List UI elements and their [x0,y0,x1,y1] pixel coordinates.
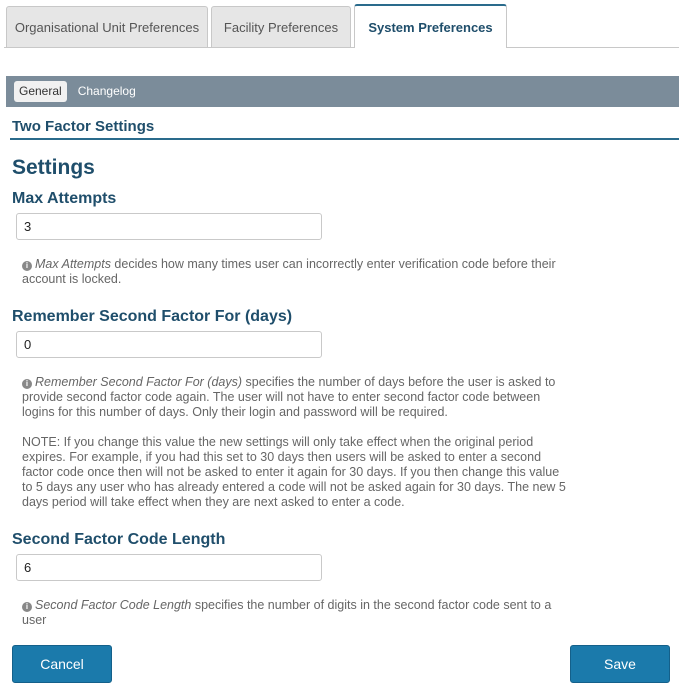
info-circle-icon: i [22,379,32,389]
tab-facility-preferences[interactable]: Facility Preferences [211,6,351,47]
max-attempts-label: Max Attempts [12,190,117,207]
tab-system-preferences[interactable]: System Preferences [354,4,507,48]
sub-tab-bar [6,76,679,107]
code-length-help-text: specifies the number of digits in the second factor code sent to a user [22,598,552,627]
remember-days-input[interactable] [16,331,322,358]
info-circle-icon: i [22,261,32,271]
subtab-changelog[interactable]: Changelog [77,84,136,98]
remember-days-help-term: Remember Second Factor For (days) [35,375,243,389]
remember-days-help [22,375,572,420]
tabs-baseline [4,47,679,48]
subtab-general[interactable]: General [14,81,67,102]
save-button[interactable]: Save [570,645,670,683]
max-attempts-help [22,257,572,287]
code-length-help-term: Second Factor Code Length [35,598,192,612]
max-attempts-help-text: decides how many times user can incorrectly enter verification code before their account is locked. [22,257,556,286]
remember-days-help-text: specifies the number of days before the user is asked to provide second factor code again. The user will not have to enter second factor code between logins for this number of days. Only their login and password will be required. [22,375,556,419]
max-attempts-input[interactable] [16,213,322,240]
code-length-label: Second Factor Code Length [12,531,226,548]
tab-organisational-unit-preferences[interactable]: Organisational Unit Preferences [6,6,208,47]
max-attempts-help-term: Max Attempts [35,257,111,271]
remember-days-note: NOTE: If you change this value the new settings will only take effect when the original period expires. For example, if you had this set to 30 days then users will be asked to enter a second factor code once then will not be asked to enter it again for 30 days. If you then change this value to 5 days any user who has already entered a code will not be asked again for 30 days. The new 5 days period will take effect when they are next asked to enter a code. [22,435,566,509]
section-divider [10,138,679,140]
code-length-input[interactable] [16,554,322,581]
code-length-help [22,598,572,628]
section-title: Two Factor Settings [12,118,155,135]
preferences-tabs [0,0,679,48]
remember-days-label: Remember Second Factor For (days) [12,308,293,325]
settings-heading: Settings [12,156,95,179]
info-circle-icon: i [22,602,32,612]
cancel-button[interactable]: Cancel [12,645,112,683]
